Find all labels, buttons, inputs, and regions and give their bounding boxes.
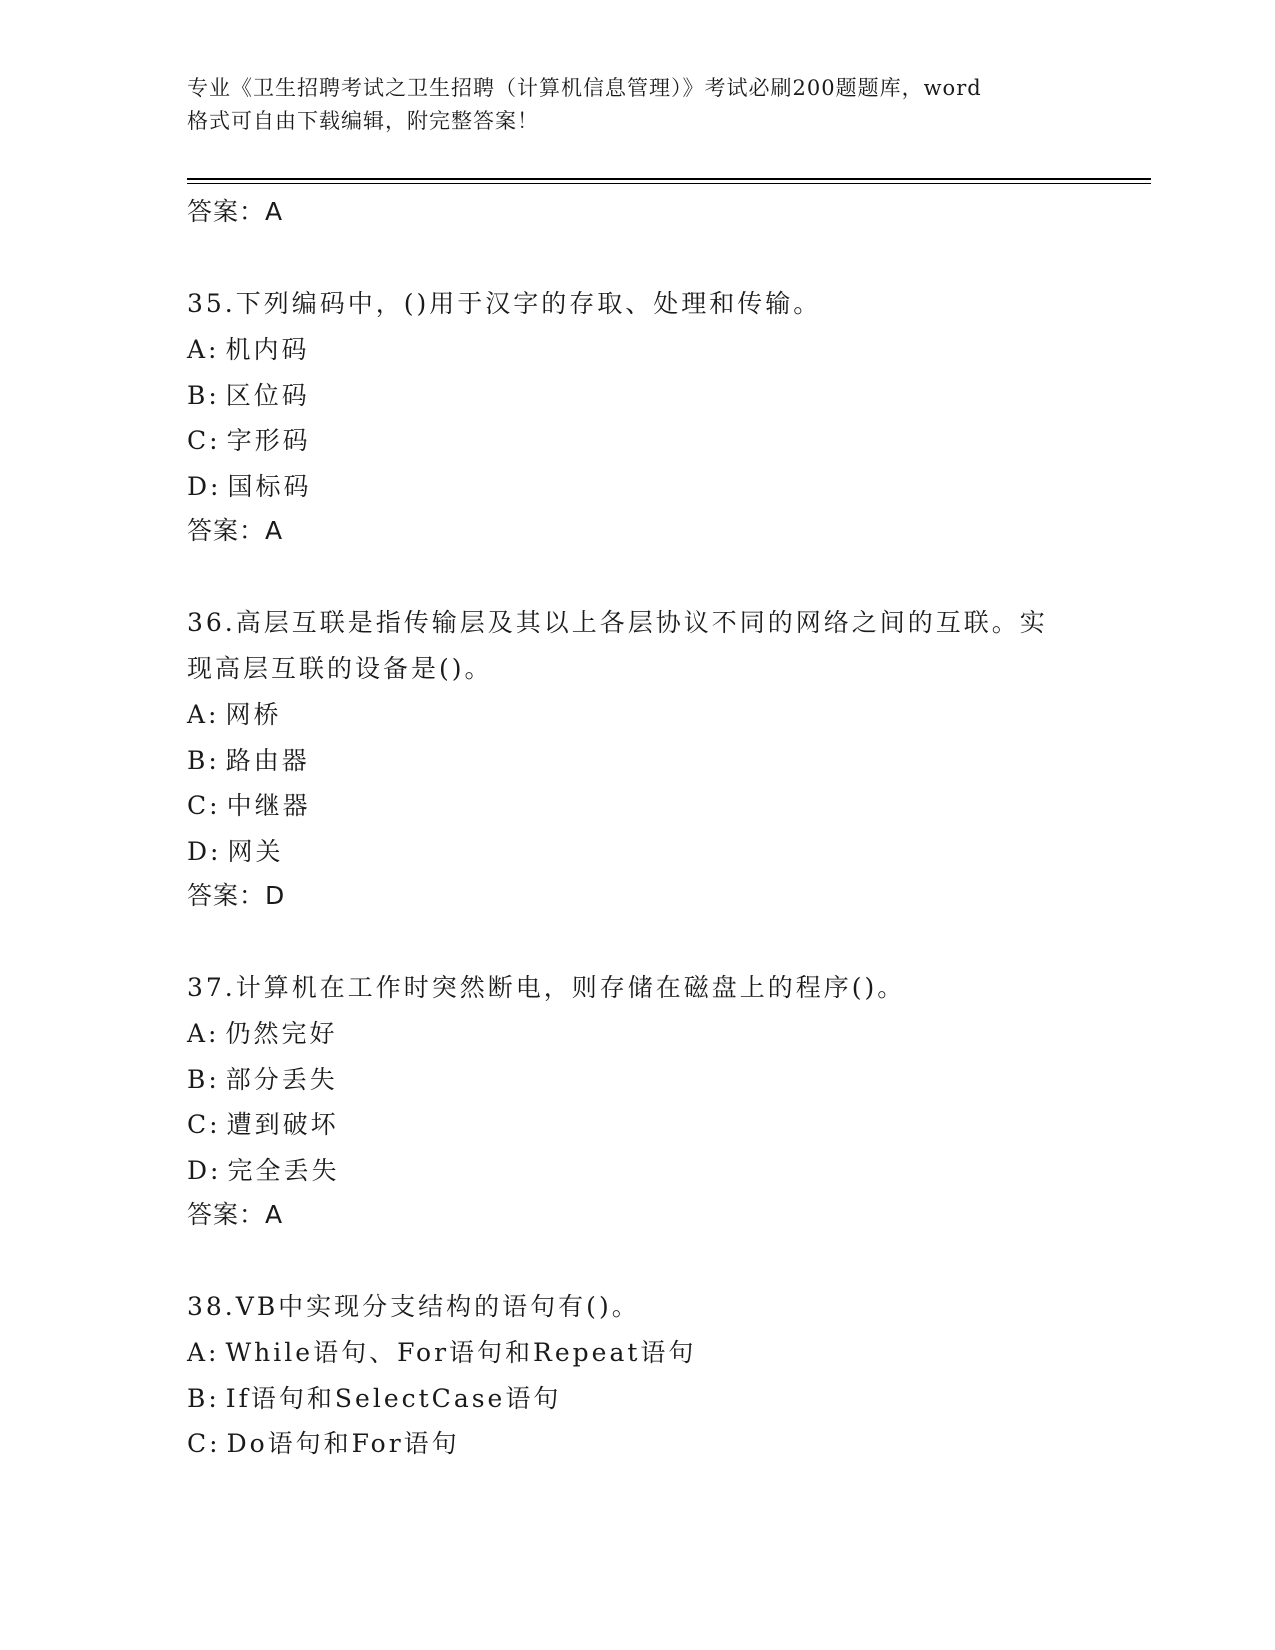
option-letter: D: (187, 836, 222, 866)
option-letter: C: (187, 791, 221, 820)
option-letter: C: (187, 1429, 221, 1458)
question-stem: 36.高层互联是指传输层及其以上各层协议不同的网络之间的互联。实 (187, 608, 1048, 637)
option-row (187, 1421, 1087, 1467)
option-text: 完全丢失 (227, 1155, 340, 1185)
option-row (187, 464, 1087, 510)
option-row (187, 418, 1087, 464)
question-stem: 37.计算机在工作时突然断电，则存储在磁盘上的程序()。 (187, 973, 906, 1002)
question-stem: 35.下列编码中，()用于汉字的存取、处理和传输。 (187, 289, 822, 318)
option-letter: A: (187, 1019, 220, 1048)
question-stem: 现高层互联的设备是()。 (187, 654, 493, 683)
option-row (187, 1057, 1087, 1103)
option-row (187, 1102, 1087, 1148)
question-list (187, 190, 1087, 1467)
option-row (187, 783, 1087, 829)
option-text: 遭到破坏 (226, 1110, 339, 1139)
option-letter: C: (187, 1110, 221, 1139)
option-letter: B: (187, 1383, 220, 1413)
option-text: 字形码 (226, 426, 311, 455)
option-text: 网桥 (225, 700, 282, 729)
option-text: 网关 (227, 836, 284, 866)
option-text: 中继器 (226, 791, 311, 820)
option-text: 路由器 (225, 745, 310, 775)
question-gap (187, 1237, 1087, 1284)
option-letter: C: (187, 426, 221, 455)
option-row (187, 829, 1087, 875)
answer-line: 答案：A (187, 516, 284, 545)
option-row (187, 1330, 1087, 1376)
question-gap (187, 553, 1087, 600)
option-row (187, 373, 1087, 419)
option-text: 国标码 (227, 471, 312, 501)
answer-line: 答案：A (187, 197, 284, 226)
option-row (187, 327, 1087, 373)
header-divider-thick (187, 178, 1151, 180)
option-text: If语句和SelectCase语句 (225, 1383, 562, 1413)
option-letter: D: (187, 1155, 222, 1185)
document-header (187, 72, 1087, 138)
option-row (187, 738, 1087, 784)
question-block (187, 281, 1087, 553)
option-row (187, 692, 1087, 738)
header-line-1: 专业《卫生招聘考试之卫生招聘（计算机信息管理）》考试必刷200题题库，word (187, 76, 982, 100)
question-stem: 38.VB中实现分支结构的语句有()。 (187, 1292, 640, 1321)
option-text: 区位码 (225, 380, 310, 410)
question-gap (187, 918, 1087, 965)
option-row (187, 1376, 1087, 1422)
option-text: Do语句和For语句 (226, 1429, 460, 1458)
option-row (187, 1011, 1087, 1057)
header-line-2: 格式可自由下载编辑，附完整答案！ (187, 109, 539, 133)
option-letter: B: (187, 745, 220, 775)
header-divider-thin (187, 183, 1151, 184)
answer-line: 答案：D (187, 881, 286, 910)
option-letter: A: (187, 335, 220, 364)
option-letter: D: (187, 471, 222, 501)
option-row (187, 1148, 1087, 1194)
answer-line: 答案：A (187, 1200, 284, 1229)
option-letter: B: (187, 1064, 220, 1094)
question-block (187, 965, 1087, 1237)
question-block (187, 1284, 1087, 1467)
option-letter: B: (187, 380, 220, 410)
option-letter: A: (187, 700, 220, 729)
option-text: 仍然完好 (225, 1019, 338, 1048)
option-text: 部分丢失 (225, 1064, 338, 1094)
option-letter: A: (187, 1338, 220, 1367)
option-text: While语句、For语句和Repeat语句 (225, 1338, 697, 1367)
option-text: 机内码 (225, 335, 310, 364)
question-gap (187, 234, 1087, 281)
question-block (187, 600, 1087, 918)
